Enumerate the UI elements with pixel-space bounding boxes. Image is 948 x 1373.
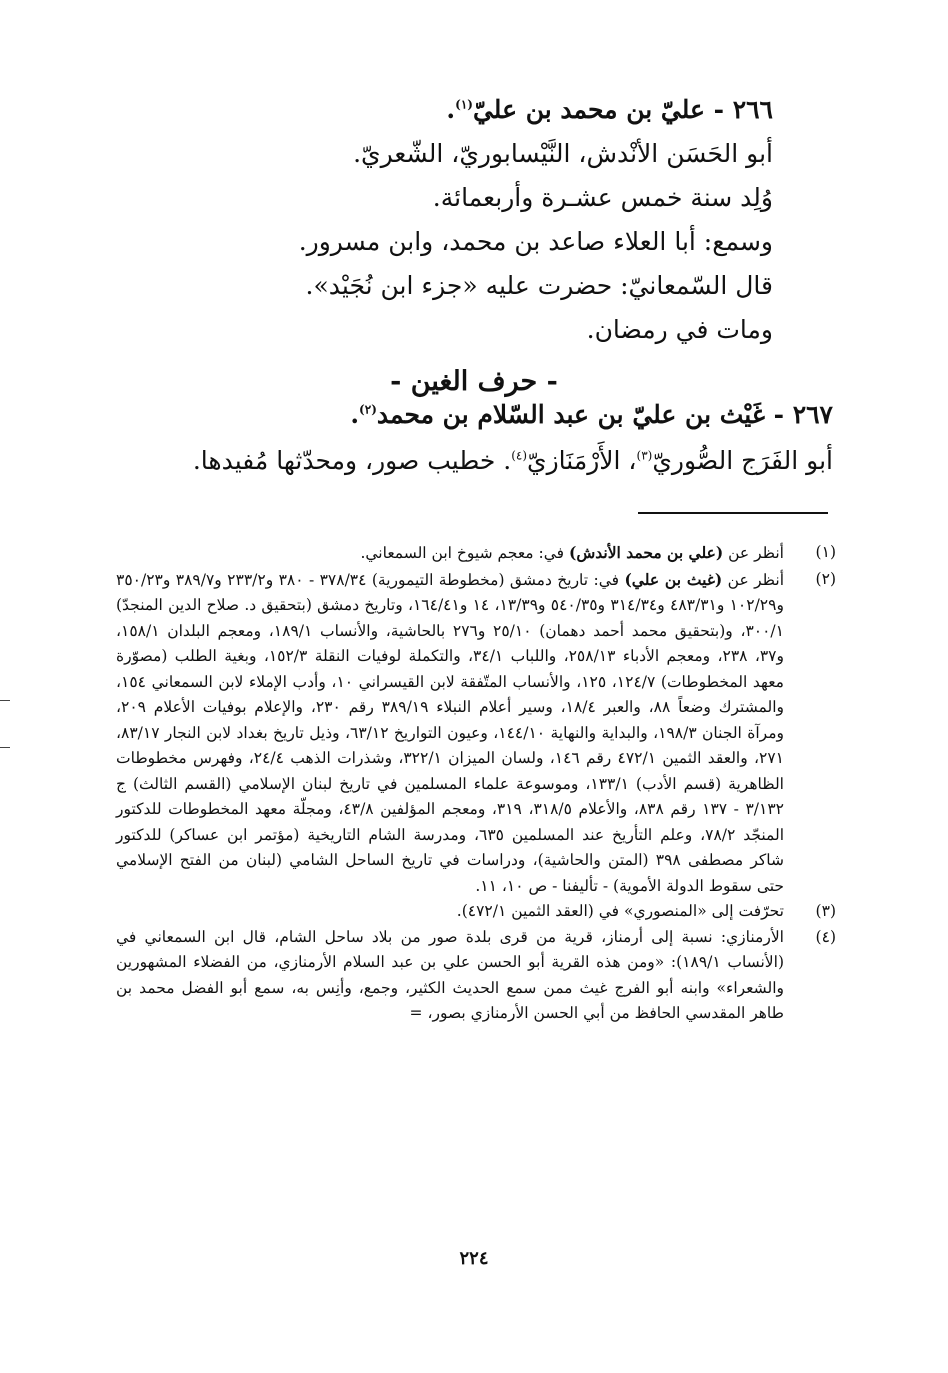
entry-266-line-5: ومات في رمضان. (586, 315, 773, 344)
entry-267-title-text: ٢٦٧ - غَيْث بن عليّ بن عبد السّلام بن محمد (376, 400, 833, 429)
footnote-number: (١) (815, 543, 836, 561)
entry-267-text-c: . خطيب صور، ومحدّثها مُفيدها. (192, 446, 512, 475)
entry-267-text-a: أبو الفَرَج الصُّوريّ (652, 446, 833, 475)
entry-266-title-text: ٢٦٦ - عليّ بن محمد بن عليّ (472, 95, 773, 124)
footnote-text: الأرمنازي: نسبة إلى أرمناز، قرية من قرى بلدة صور من بلاد ساحل الشام، قال ابن السمعاني في (الأنساب ١٨٩/١): «ومن هذه القرية أبو الحسن علي بن عبد السلام الأرمنازي، من الفضلاء المشهورين والشعراء» وابنه أبو الفرج غيث ممن سمع الحديث الكثير، وجمع، وأنِس به، سمع أبو الفضل محمد بن طاهر المقدسي الحافظ من أبي الحسن الأرمنازي بصور، = (116, 927, 784, 1022)
footnote-2 (116, 567, 836, 900)
entry-266-line-1: أبو الحَسَن الأنْدش، النَّيْسابوريّ، الشّعريّ. (353, 139, 773, 168)
entry-267-text-b: ، الأَرْمَنَازيّ (527, 446, 637, 475)
footnote-3 (116, 899, 836, 925)
section-heading: - حرف الغين - (390, 366, 558, 397)
entry-267-title-end: . (350, 400, 360, 429)
entry-266-line-4: قال السّمعانيّ: حضرت عليه «جزء ابن نُجَيْد». (305, 271, 773, 300)
footnote-text: في: تاريخ دمشق (مخطوطة التيمورية) ٣٧٨/٣٤ - ٣٨٠ و٢٣٣/٢ و٣٨٩/٧ و٣٥٠/٢٣ و١٠٢/٢٩ و٤٨٣/٣١ و٣١٤/٣٤ و٥٤٠/٣٥ و١٣/٣٩، ١٤ و١٦٤/٤١، وتاريخ دمشق (بتحقيق د. صلاح الدين المنجدّ) ٣٠٠/١، و(بتحقيق محمد أحمد دهمان) ٢٥/١٠ و٢٧٦ بالحاشية، والأنساب ١٨٩/١، ومعجم البلدان ١٥٨/١، و٣٧، ٢٣٨، ومعجم الأدباء ٢٥٨/١٣، واللباب ٣٤/١، والتكملة لوفيات النقلة ١٥٢/٣، وبغية الطلب (مصوّرة معهد المخطوطات) ١٢٤/٧، ١٢٥، والأنساب المتّفقة لابن القيسراني ١٠، وأدب الإملاء لابن السمعاني ١٥٤، والمشترك وضعاً ٨٨، والعبر ١٨/٤، وسير أعلام النبلاء ٣٨٩/١٩ رقم ٢٣٠، والإعلام بوفيات الأعلام ٢٠٩، ومرآة الجنان ١٩٨/٣، والبداية والنهاية ١٤٤/١٠، وعيون التواريخ ٦٣/١٢، وذيل تاريخ بغداد لابن النجار ٨٣/١٧، ٢٧١، والعقد الثمين ٤٧٢/١ رقم ١٤٦، ولسان الميزان ٣٢٢/١، وشذرات الذهب ٢٤/٤، وفهرس مخطوطات الظاهرية (قسم الأدب) ١٣٣/١، وموسوعة علماء المسلمين في تاريخ لبنان الإسلامي (القسم الثالث) ج ٣/١٣٢ - ١٣٧ رقم ٨٣٨، والأعلام ٣١٨/٥، ٣١٩، ومعجم المؤلفين ٤٣/٨، ومجلّة معهد المخطوطات للدكتور المنجّد ٧٨/٢، وعلم التأريخ عند المسلمين ٦٣٥، ومدرسة الشام التاريخية (مؤتمر ابن عساكر) للدكتور شاكر مصطفى ٣٩٨ (المتن والحاشية)، ودراسات في تاريخ الساحل الشامي (لبنان من الفتح الإسلامي حتى سقوط الدولة الأموية) - تأليفنا - ص ١٠، ١١. (116, 570, 785, 895)
footnote-ref-1: (١) (455, 97, 473, 112)
entry-267-line-1 (73, 438, 833, 484)
footnote-ref-3: (٣) (636, 448, 653, 463)
footnote-number: (٢) (815, 569, 836, 588)
entry-266-line-3: وسمع: أبا العلاء صاعد بن محمد، وابن مسرور. (298, 227, 773, 256)
entry-267 (73, 392, 833, 484)
footnote-1 (116, 540, 836, 567)
footnotes (116, 540, 836, 1027)
entry-266-line-2: وُلِد سنة خمس عشـرة وأربعمائة. (432, 183, 773, 212)
footnote-ref-4: (٤) (511, 448, 528, 463)
margin-mark (0, 747, 10, 748)
entry-266-title (113, 88, 773, 132)
entry-266-title-end: . (446, 95, 456, 124)
footnote-bold: (غيث بن علي) (624, 569, 723, 589)
margin-mark (0, 700, 10, 701)
footnote-text: في: معجم شيوخ ابن السمعاني. (360, 544, 569, 562)
footnote-number: (٣) (815, 902, 836, 920)
footnote-bold: (علي بن محمد الأندش) (569, 543, 724, 562)
footnote-lead: أنظر عن (722, 570, 784, 589)
footnote-text: تحرّفت إلى «المنصوري» في (العقد الثمين ٤٧٢/١). (456, 902, 784, 920)
footnote-separator (638, 512, 828, 514)
footnote-ref-2: (٢) (359, 402, 377, 417)
page-number: ٢٢٤ (459, 1248, 489, 1269)
footnote-lead: أنظر عن (723, 544, 784, 562)
footnote-number: (٤) (815, 927, 836, 946)
entry-266 (113, 88, 773, 352)
footnote-4 (116, 925, 836, 1027)
entry-267-title (73, 392, 833, 438)
